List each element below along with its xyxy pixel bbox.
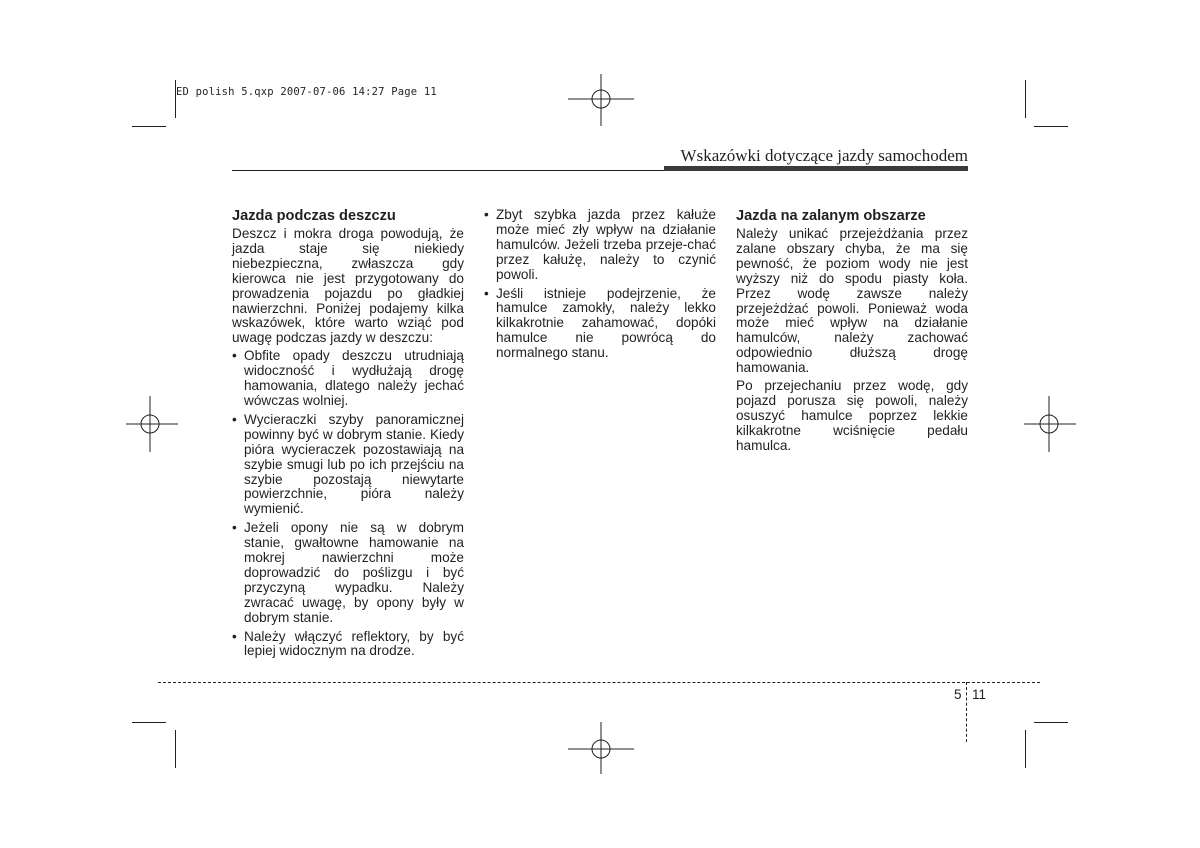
- registration-mark-top: [568, 74, 634, 126]
- print-slug: ED polish 5.qxp 2007-07-06 14:27 Page 11: [176, 86, 437, 98]
- column-flooded: [736, 208, 968, 457]
- header-rule-bar: [664, 166, 968, 171]
- list-item: • Jeżeli opony nie są w dobrym stanie, gwałtowne hamowanie na mokrej nawierzchni może doprowadzić do poślizgu i być przyczyną wypadku. Należy zwracać uwagę, by opony były w dobrym stanie.: [232, 521, 464, 625]
- paragraph: Po przejechaniu przez wodę, gdy pojazd porusza się powoli, należy osuszyć hamulce poprzez lekkie kilkakrotne wciśnięcie pedału hamulca.: [736, 378, 968, 453]
- bullet-list: [484, 208, 716, 361]
- column-rain: [232, 208, 464, 663]
- crop-mark: [1034, 722, 1068, 723]
- list-item: • Zbyt szybka jazda przez kałuże może mieć zły wpływ na działanie hamulców. Jeżeli trzeba przeje-chać przez kałużę, należy to czynić powoli.: [484, 208, 716, 283]
- crop-mark: [132, 722, 166, 723]
- section-heading: Jazda podczas deszczu: [232, 208, 396, 224]
- section-number: 5: [954, 687, 962, 702]
- crop-mark: [1025, 730, 1026, 768]
- bullet-list: [232, 349, 464, 659]
- crop-mark: [175, 730, 176, 768]
- list-item: • Wycieraczki szyby panoramicznej powinny być w dobrym stanie. Kiedy pióra wycieraczek pozostawiają na szybie smugi lub po ich przejściu na szybie pozostają niewytarte powierzchnie, pióra należy wymienić.: [232, 413, 464, 517]
- paragraph: Należy unikać przejeżdżania przez zalane obszary chyba, że ma się pewność, że poziom wody nie jest wyższy niż do spodu piasty koła. Przez wodę zawsze należy przejeżdżać powoli. Ponieważ woda może mieć wpływ na działanie hamulców, należy zachować odpowiednio dłuższą drogę hamowania.: [736, 226, 968, 376]
- page-number: 11: [972, 687, 987, 702]
- crop-mark: [1025, 80, 1026, 118]
- list-item: • Jeśli istnieje podejrzenie, że hamulce zamokły, należy lekko kilkakrotnie zahamować, dopóki hamulce nie powrócą do normalnego stanu.: [484, 287, 716, 362]
- section-heading: Jazda na zalanym obszarze: [736, 208, 926, 224]
- list-item: • Należy włączyć reflektory, by być lepiej widocznym na drodze.: [232, 630, 464, 660]
- crop-mark: [132, 126, 166, 127]
- footer-rule: [158, 682, 1040, 683]
- paragraph: Deszcz i mokra droga powodują, że jazda staje się niekiedy niebezpieczna, zwłaszcza gdy kierowca nie jest przygotowany do prowadzenia pojazdu po gładkiej nawierzchni. Poniżej podajemy kilka wskazówek, które warto wziąć pod uwagę podczas jazdy w deszczu:: [232, 226, 464, 346]
- crop-mark: [1034, 126, 1068, 127]
- registration-mark-bottom: [568, 722, 634, 774]
- page-number-divider: [966, 682, 968, 742]
- crop-mark: [175, 80, 176, 118]
- list-item: • Obfite opady deszczu utrudniają widoczność i wydłużają drogę hamowania, dlatego należy jechać wówczas wolniej.: [232, 349, 464, 409]
- registration-mark-right: [1024, 396, 1076, 452]
- page-header-title: Wskazówki dotyczące jazdy samochodem: [680, 146, 968, 165]
- registration-mark-left: [126, 396, 178, 452]
- header-rule: [232, 170, 665, 171]
- column-puddles: [484, 208, 716, 365]
